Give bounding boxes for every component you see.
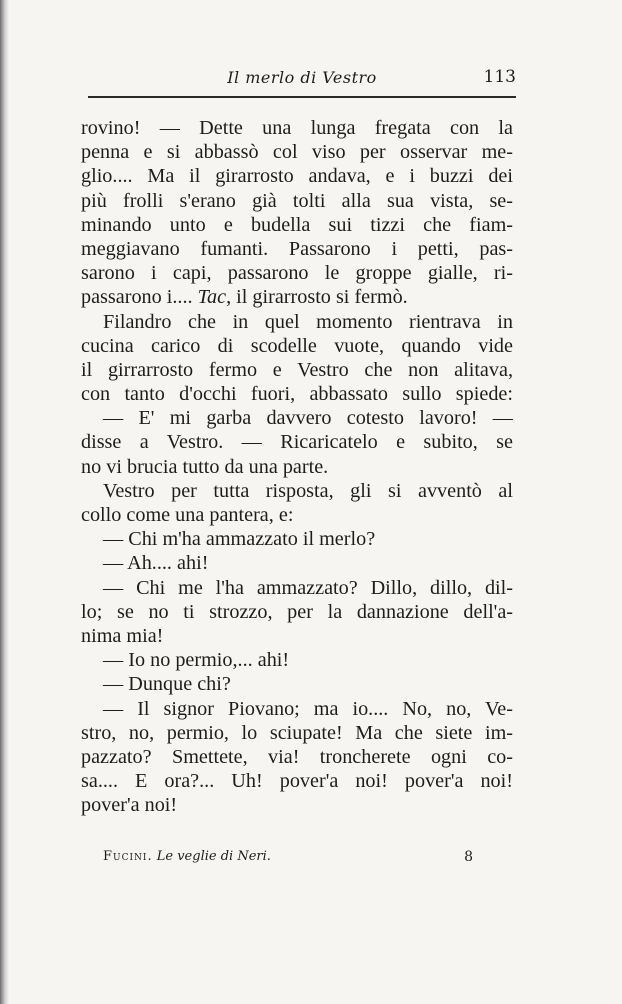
text-line: — E' mi garba davvero cotesto lavoro! — — [103, 407, 513, 430]
signature-title: Le veglie di Neri. — [156, 849, 271, 864]
text-line: collo come una pantera, e: — [81, 504, 294, 526]
text-line: minando unto e budella sui tizzi che fiam- — [81, 213, 513, 236]
text-line: — Chi me l'ha ammazzato? Dillo, dillo, dil- — [103, 576, 513, 599]
text-line: — Dunque chi? — [103, 673, 231, 696]
text-line: — Io no permio,... ahi! — [103, 649, 290, 672]
text-line: Filandro che in quel momento rientrava in — [103, 310, 513, 333]
text-line: passarono i.... Tac, il girarrosto si fermò. — [81, 286, 408, 309]
signature-line — [103, 849, 491, 864]
text-line: penna e si abbassò col viso per osservar me- — [81, 141, 513, 164]
page-binding-edge — [0, 0, 9, 1004]
text-line: Vestro per tutta risposta, gli si avventò al — [103, 479, 513, 502]
text-line: sa.... E ora?... Uh! pover'a noi! pover'a noi! — [81, 770, 513, 793]
text-line: cucina carico di scodelle vuote, quando vide — [81, 334, 513, 357]
page-number: 113 — [483, 67, 516, 87]
text-line: più frolli s'erano già tolti alla sua vista, se- — [81, 189, 513, 212]
text-line: disse a Vestro. — Ricaricatelo e subito, se — [81, 431, 513, 454]
text-line: stro, no, permio, lo sciupate! Ma che siete im- — [81, 721, 513, 744]
running-title: Il merlo di Vestro — [227, 68, 377, 87]
text-line: no vi brucia tutto da una parte. — [81, 455, 329, 478]
text-line: nima mia! — [81, 624, 164, 647]
text-line: pover'a noi! — [81, 794, 178, 817]
text-line: meggiavano fumanti. Passarono i petti, pas- — [81, 237, 513, 260]
text-line: — Chi m'ha ammazzato il merlo? — [103, 528, 376, 551]
text-line: rovino! — Dette una lunga fregata con la — [81, 117, 513, 139]
text-line: pazzato? Smettete, via! troncherete ogni co- — [81, 745, 513, 768]
signature-number: 8 — [464, 849, 473, 865]
emphasis: Tac — [197, 286, 227, 309]
text-line: il girrarrosto fermo e Vestro che non alitava, — [81, 358, 513, 381]
running-head — [88, 64, 516, 98]
body-text — [81, 116, 513, 817]
text-line: — Ah.... ahi! — [103, 552, 209, 575]
text-line: lo; se no ti strozzo, per la dannazione dell'a- — [81, 600, 513, 623]
signature-author: Fucini. — [103, 849, 153, 864]
text-line: glio.... Ma il girarrosto andava, e i buzzi dei — [81, 165, 513, 188]
text-line: con tanto d'occhi fuori, abbassato sullo spiede: — [81, 383, 513, 406]
text-line: — Il signor Piovano; ma io.... No, no, Ve- — [103, 697, 513, 720]
text-line: sarono i capi, passarono le groppe gialle, ri- — [81, 262, 513, 285]
